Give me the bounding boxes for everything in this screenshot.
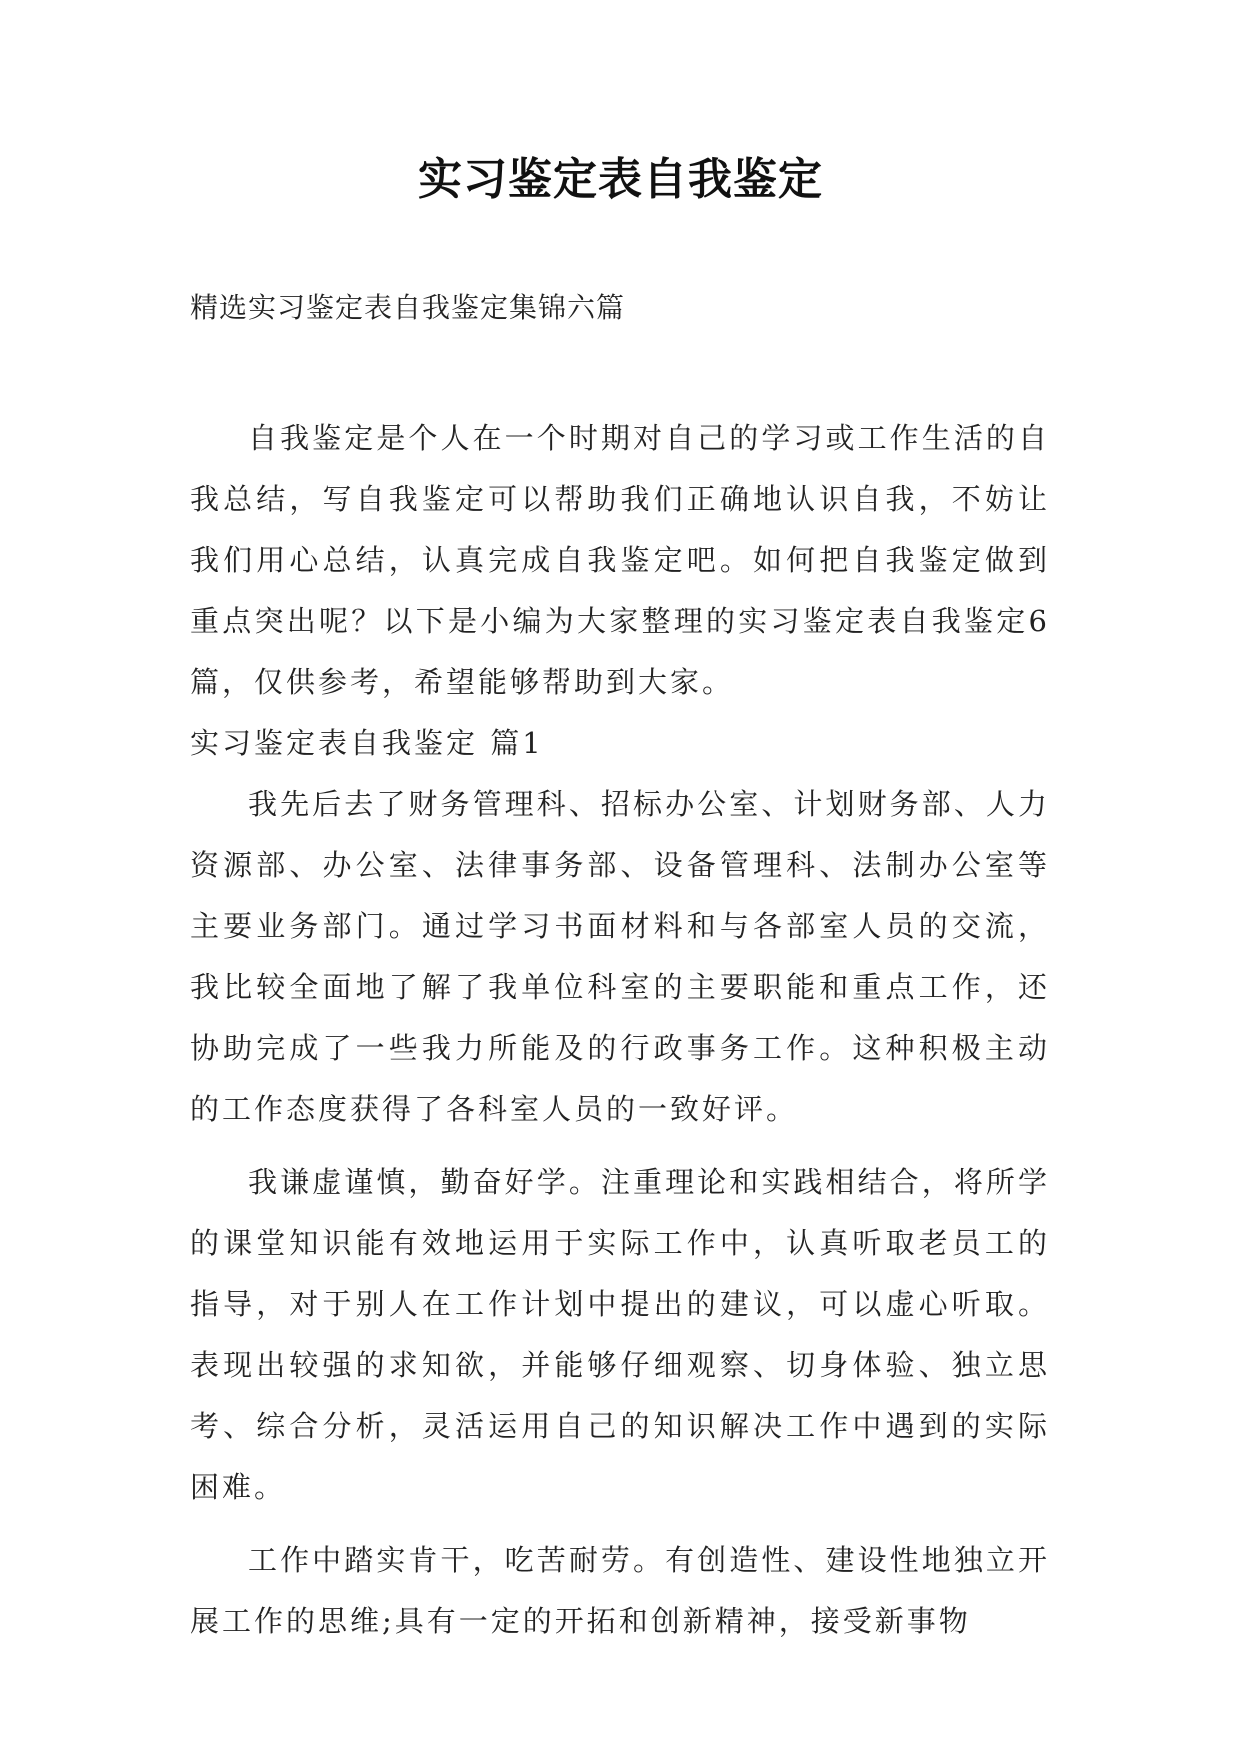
section-heading: 实习鉴定表自我鉴定 篇1 [190,726,544,760]
intro-paragraph: 自我鉴定是个人在一个时期对自己的学习或工作生活的自我总结，写自我鉴定可以帮助我们正确地认识自我，不妨让我们用心总结，认真完成自我鉴定吧。如何把自我鉴定做到重点突出呢？以下是小编为大家整理的实习鉴定表自我鉴定6篇，仅供参考，希望能够帮助到大家。 [190,421,1050,699]
document-body [190,408,1050,1652]
body-paragraph-1: 我先后去了财务管理科、招标办公室、计划财务部、人力资源部、办公室、法律事务部、设备管理科、法制办公室等主要业务部门。通过学习书面材料和与各部室人员的交流，我比较全面地了解了我单位科室的主要职能和重点工作，还协助完成了一些我力所能及的行政事务工作。这种积极主动的工作态度获得了各科室人员的一致好评。 [190,787,1050,1126]
document-title: 实习鉴定表自我鉴定 [418,154,823,205]
body-paragraph-3: 工作中踏实肯干，吃苦耐劳。有创造性、建设性地独立开展工作的思维;具有一定的开拓和创新精神，接受新事物 [190,1543,1050,1638]
body-paragraph-2: 我谦虚谨慎，勤奋好学。注重理论和实践相结合，将所学的课堂知识能有效地运用于实际工作中，认真听取老员工的指导，对于别人在工作计划中提出的建议，可以虚心听取。表现出较强的求知欲，并能够仔细观察、切身体验、独立思考、综合分析，灵活运用自己的知识解决工作中遇到的实际困难。 [190,1165,1050,1504]
document-subtitle: 精选实习鉴定表自我鉴定集锦六篇 [190,291,626,324]
